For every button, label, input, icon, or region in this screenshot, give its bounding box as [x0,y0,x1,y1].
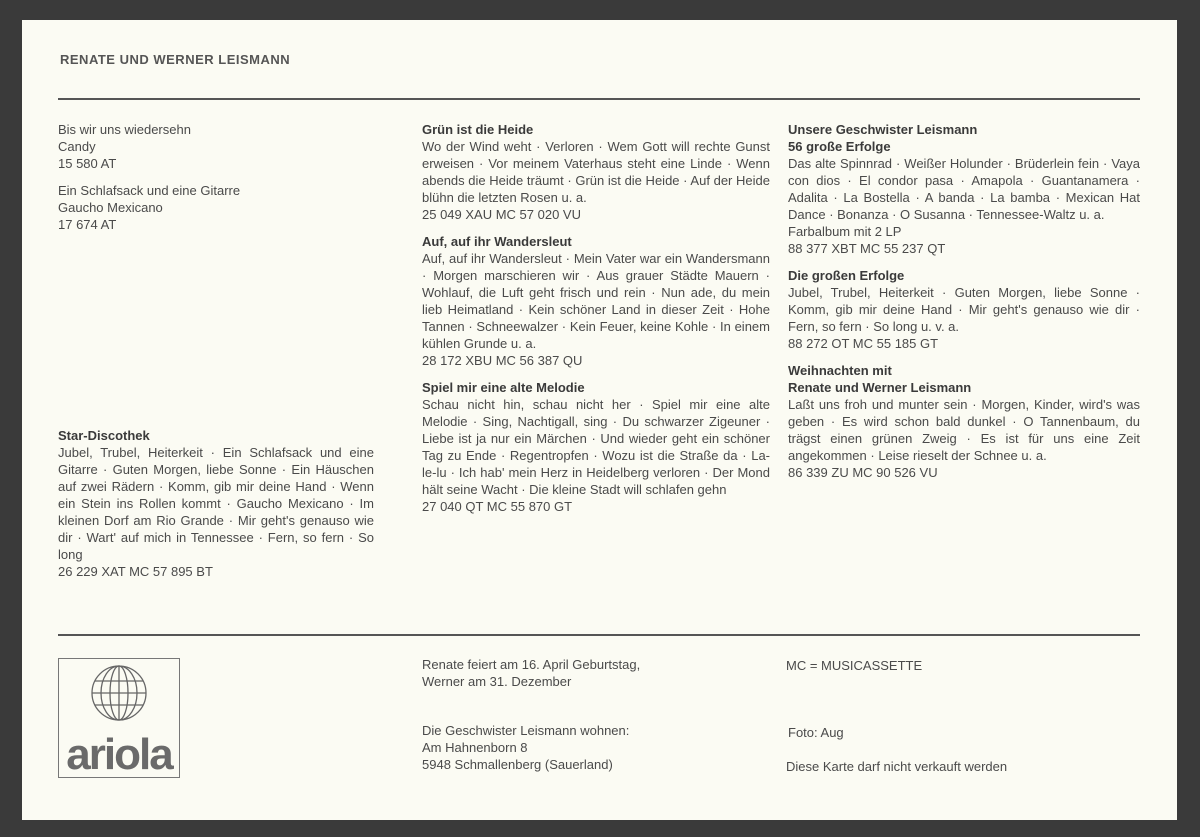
album-geschwister-leismann [788,121,1140,257]
album-tracklist: Laßt uns froh und munter sein · Morgen, Kinder, wird's was geben · Es wird schon bald dunkel · O Tannenbaum, du trägst einen grünen Zweig · Es ist für uns eine Zeit angekommen · Leise rieselt der Schnee u. a. [788,397,1140,463]
album-format: Farbalbum mit 2 LP [788,224,902,239]
top-divider [58,98,1140,100]
address-line: 5948 Schmallenberg (Sauerland) [422,757,613,772]
album-wandersleut [422,233,770,369]
record-title: Gaucho Mexicano [58,200,163,215]
album-tracklist: Jubel, Trubel, Heiterkeit · Guten Morgen, liebe Sonne · Komm, gib mir deine Hand · Mir geht's genauso wie dir · Fern, so fern · So long u. v. a. [788,285,1140,334]
album-title: Die großen Erfolge [788,268,905,283]
record-code: 17 674 AT [58,217,117,232]
logo-wordmark: ariola [66,730,172,777]
bottom-divider [58,634,1140,636]
birthday-note [422,656,640,690]
mc-note: MC = MUSICASSETTE [786,658,923,673]
record-code: 15 580 AT [58,156,117,171]
column-right [788,121,1140,491]
record-schlafsack [58,182,374,233]
album-title: Auf, auf ihr Wandersleut [422,234,572,249]
album-title: Weihnachten mit [788,363,892,378]
column-left [58,121,374,243]
album-tracklist: Wo der Wind weht · Verloren · Wem Gott will rechte Gunst erweisen · Vor meinem Vaterhaus steht eine Linde · Wenn abends die Heide träumt · Grün ist die Heide · Auf der Heide blühn die letzten Rosen u. a. [422,139,770,205]
album-code: 26 229 XAT MC 57 895 BT [58,564,213,579]
column-middle [422,121,770,525]
record-bis-wir-uns [58,121,374,172]
album-star-discothek [58,427,374,580]
album-code: 88 272 OT MC 55 185 GT [788,336,939,351]
album-title: Spiel mir eine alte Melodie [422,380,585,395]
address-block [422,722,629,773]
birthday-line: Renate feiert am 16. April Geburtstag, [422,657,641,672]
record-title: Candy [58,139,96,154]
album-title: Renate und Werner Leismann [788,380,972,395]
address-line: Am Hahnenborn 8 [422,740,528,755]
birthday-line: Werner am 31. Dezember [422,674,572,689]
album-code: 86 339 ZU MC 90 526 VU [788,465,938,480]
album-tracklist: Auf, auf ihr Wandersleut · Mein Vater war ein Wandersmann · Morgen marschieren wir · Aus grauer Städte Mauern · Wohlauf, die Luft geht frisch und rein · Nun ade, du mein lieb Heimatland · Kein schöner Land in dieser Zeit · Hohe Tannen · Schneewalzer · Kein Feuer, keine Kohle · In einem kühlen Grunde u. a. [422,251,770,351]
album-code: 28 172 XBU MC 56 387 QU [422,353,583,368]
card-header: RENATE UND WERNER LEISMANN [60,52,291,67]
postcard [22,20,1177,820]
album-tracklist: Das alte Spinnrad · Weißer Holunder · Brüderlein fein · Vaya con dios · El condor pasa · Amapola · Guantanamera · Adalita · La Bostella · A banda · La bamba · Mexican Hat Dance · Bonanza · O Susanna · Tennessee-Waltz u. a. [788,156,1140,222]
record-title: Ein Schlafsack und eine Gitarre [58,183,241,198]
album-code: 27 040 QT MC 55 870 GT [422,499,573,514]
album-code: 88 377 XBT MC 55 237 QT [788,241,946,256]
address-line: Die Geschwister Leismann wohnen: [422,723,630,738]
record-title: Bis wir uns wiedersehn [58,122,191,137]
ariola-logo [58,658,180,778]
album-grossen-erfolge [788,267,1140,352]
album-tracklist: Jubel, Trubel, Heiterkeit · Ein Schlafsack und eine Gitarre · Guten Morgen, liebe Sonne · Ein Häuschen auf zwei Rädern · Komm, gib mir deine Hand · Wenn ein Stein ins Rollen kommt · Gaucho Mexicano · Im kleinen Dorf am Rio Grande · Mir geht's genauso wie dir · Wart' auf mich in Tennessee · Fern, so fern · So long [58,445,374,562]
album-weihnachten [788,362,1140,481]
album-code: 25 049 XAU MC 57 020 VU [422,207,581,222]
album-title: Star-Discothek [58,428,150,443]
photo-credit: Foto: Aug [788,725,844,740]
album-gruen-ist-die-heide [422,121,770,223]
globe-icon [59,659,179,777]
not-for-sale-note: Diese Karte darf nicht verkauft werden [786,759,1008,774]
album-title: Grün ist die Heide [422,122,534,137]
album-title: Unsere Geschwister Leismann [788,122,978,137]
album-alte-melodie [422,379,770,515]
album-tracklist: Schau nicht hin, schau nicht her · Spiel mir eine alte Melodie · Sing, Nachtigall, sing · Du schwarzer Zigeuner · Liebe ist ja nur ein Märchen · Und wieder geht ein schöner Tag zu Ende · Regentropfen · Wozu ist die Straße da · La-le-lu · Ich hab' mein Herz in Heidelberg verloren · Der Mond hält seine Wacht · Die kleine Stadt will schlafen gehn [422,397,770,497]
album-subtitle: 56 große Erfolge [788,139,891,154]
